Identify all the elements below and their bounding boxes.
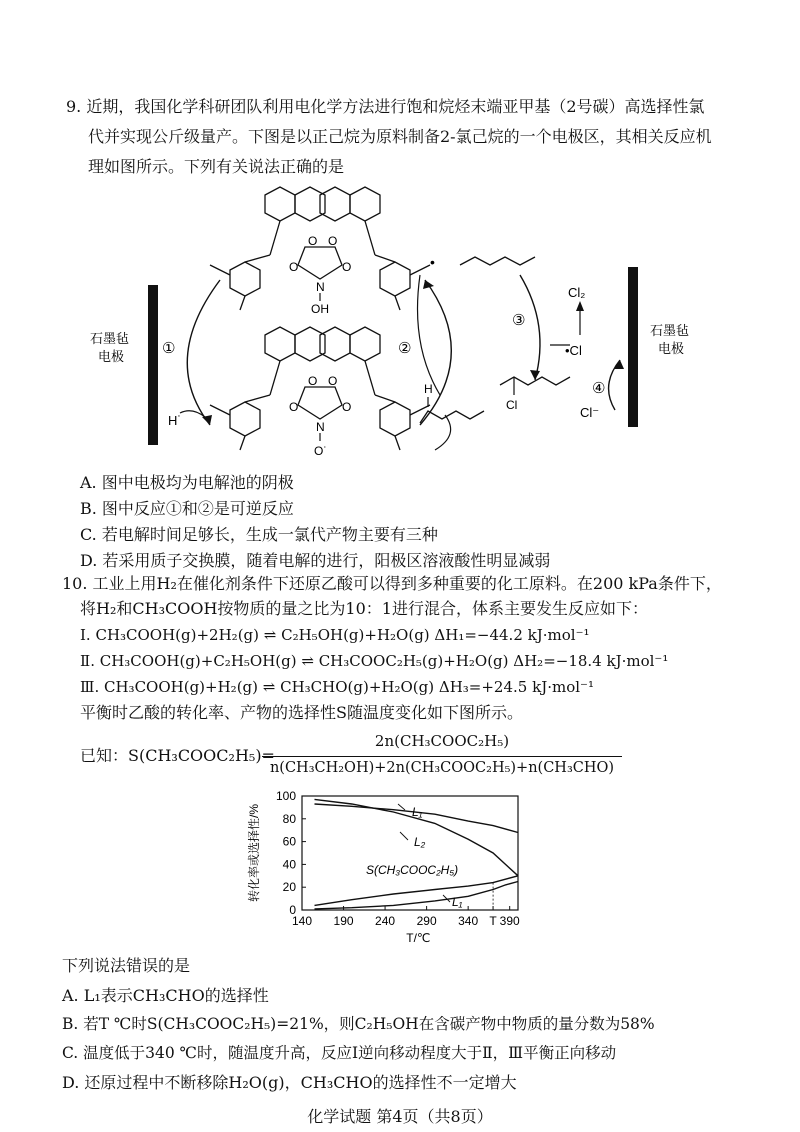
q10-option-c: C. 温度低于340 ℃时，随温度升高，反应Ⅰ逆向移动程度大于Ⅱ，Ⅲ平衡正向移动 <box>62 1044 617 1062</box>
q10-option-a: A. L₁表示CH₃CHO的选择性 <box>62 986 269 1005</box>
x-axis-label: T/℃ <box>406 931 431 945</box>
y-tick-label-20: 20 <box>282 880 296 895</box>
right-electrode <box>628 267 638 427</box>
x-tick-label-6: 390 <box>499 914 520 928</box>
annotation-L2: L₂ <box>414 835 426 849</box>
q10-option-d: D. 还原过程中不断移除H₂O(g)，CH₃CHO的选择性不一定增大 <box>62 1073 517 1092</box>
step1-arrow <box>187 280 220 425</box>
selectivity-chart <box>240 782 540 954</box>
q9-option-d: D. 若采用质子交换膜，随着电解的进行，阳极区溶液酸性明显减弱 <box>80 551 551 570</box>
x-tick-label-5: T <box>489 914 497 928</box>
y-tick-label-0: 0 <box>289 903 296 917</box>
carbonyl-o-left-bottom: O <box>289 400 299 414</box>
h-radical-label: H˙ <box>168 413 182 428</box>
step2-label: ② <box>398 340 412 357</box>
q9-mechanism-figure <box>80 185 760 475</box>
step2-arrow <box>420 280 451 425</box>
formula-numerator: 2n(CH₃COOC₂H₅) <box>374 732 510 750</box>
n-top: N <box>316 280 325 294</box>
q10-question: 下列说法错误的是 <box>62 956 191 975</box>
q10-number: 10. <box>62 574 88 593</box>
q9-stem-line1: 近期，我国化学科研团队利用电化学方法进行饱和烷烃末端亚甲基（2号碳）高选择性氯 <box>86 97 705 116</box>
cl-radical-label: •Cl <box>565 343 582 358</box>
leader-L1-upper <box>398 804 405 810</box>
right-electrode-label-2: 电极 <box>658 341 685 356</box>
carbonyl-o-right-bottom: O <box>342 400 352 414</box>
y-tick-label-60: 60 <box>282 834 296 849</box>
annotation-L1-upper: L₁ <box>412 805 423 819</box>
reaction-1: Ⅰ. CH₃COOH(g)+2H₂(g) ⇌ C₂H₅OH(g)+H₂O(g) ΔH₁=−44.2 kJ·mol⁻¹ <box>80 626 590 644</box>
q9-option-b: B. 图中反应①和②是可逆反应 <box>80 499 294 518</box>
n-bottom: N <box>316 420 325 434</box>
q10-stem-line3: 平衡时乙酸的转化率、产物的选择性S随温度变化如下图所示。 <box>80 703 523 722</box>
step4-label: ④ <box>592 380 606 397</box>
cl-label: Cl <box>506 398 518 412</box>
right-electrode-label-1: 石墨毡 <box>650 323 690 338</box>
o-bottom-left: O <box>308 374 318 388</box>
x-tick-label-4: 340 <box>458 914 479 928</box>
series-line-L1-low <box>315 882 519 909</box>
step3-label: ③ <box>512 312 526 329</box>
o-top-right: O <box>328 234 338 248</box>
step1-label: ① <box>162 340 176 357</box>
q9-stem-line2: 代并实现公斤级量产。下图是以正己烷为原料制备2-氯己烷的一个电极区，其相关反应机 <box>88 127 712 146</box>
h-label: H <box>424 382 433 396</box>
carbonyl-o-right-top: O <box>342 260 352 274</box>
q10-stem-line1: 10. 工业上用H₂在催化剂条件下还原乙酸可以得到多种重要的化工原料。在200 kPa条件下， <box>62 574 722 593</box>
cl-anion-label: Cl⁻ <box>580 405 600 420</box>
reaction-2: Ⅱ. CH₃COOH(g)+C₂H₅OH(g) ⇌ CH₃COOC₂H₅(g)+H₂O(g) ΔH₂=−18.4 kJ·mol⁻¹ <box>80 652 669 670</box>
known-prefix: 已知：S(CH₃COOC₂H₅)= <box>80 746 275 765</box>
fraction-bar <box>262 756 622 757</box>
carbonyl-o-left-top: O <box>289 260 299 274</box>
hexyl-radical <box>460 257 535 265</box>
page-footer: 化学试题 第4页（共8页） <box>307 1107 493 1126</box>
radical-dot: • <box>430 254 435 270</box>
q9-option-a: A. 图中电极均为电解池的阴极 <box>80 473 294 492</box>
x-tick-label-1: 190 <box>333 914 354 928</box>
o-top-left: O <box>308 234 318 248</box>
left-electrode <box>148 285 158 445</box>
annotation-L1-lower: L₁ <box>452 895 463 909</box>
x-tick-label-3: 290 <box>416 914 437 928</box>
x-tick-label-2: 240 <box>375 914 396 928</box>
annotation-S: S(CH₃COOC₂H₅) <box>366 863 459 877</box>
formula-denominator: n(CH₃CH₂OH)+2n(CH₃COOC₂H₅)+n(CH₃CHO) <box>269 760 615 776</box>
q10-option-b: B. 若T ℃时S(CH₃COOC₂H₅)=21%，则C₂H₅OH在含碳产物中物质的量分数为58% <box>62 1015 655 1033</box>
y-tick-label-80: 80 <box>282 811 296 826</box>
reaction-3: Ⅲ. CH₃COOH(g)+H₂(g) ⇌ CH₃CHO(g)+H₂O(g) ΔH₃=+24.5 kJ·mol⁻¹ <box>80 678 594 696</box>
q9-stem <box>66 92 776 182</box>
o-bottom-right: O <box>328 374 338 388</box>
o-radical-label: O˙ <box>314 444 328 458</box>
oh-label: OH <box>311 302 329 316</box>
q9-number: 9. <box>66 97 82 116</box>
left-electrode-label-1: 石墨毡 <box>90 331 130 346</box>
q9-stem-line3: 理如图所示。下列有关说法正确的是 <box>88 157 345 176</box>
cl2-label: Cl₂ <box>568 285 586 300</box>
y-axis-label: 转化率或选择性/% <box>247 803 261 903</box>
y-tick-label-40: 40 <box>282 857 296 872</box>
y-tick-label-100: 100 <box>275 789 296 803</box>
leader-L2 <box>400 832 408 840</box>
q10-stem-line2: 将H₂和CH₃COOH按物质的量之比为10：1进行混合，体系主要发生反应如下： <box>80 599 648 618</box>
q9-option-c: C. 若电解时间足够长，生成一氯代产物主要有三种 <box>80 525 438 544</box>
left-electrode-label-2: 电极 <box>98 349 125 364</box>
x-tick-label-0: 140 <box>291 914 313 928</box>
